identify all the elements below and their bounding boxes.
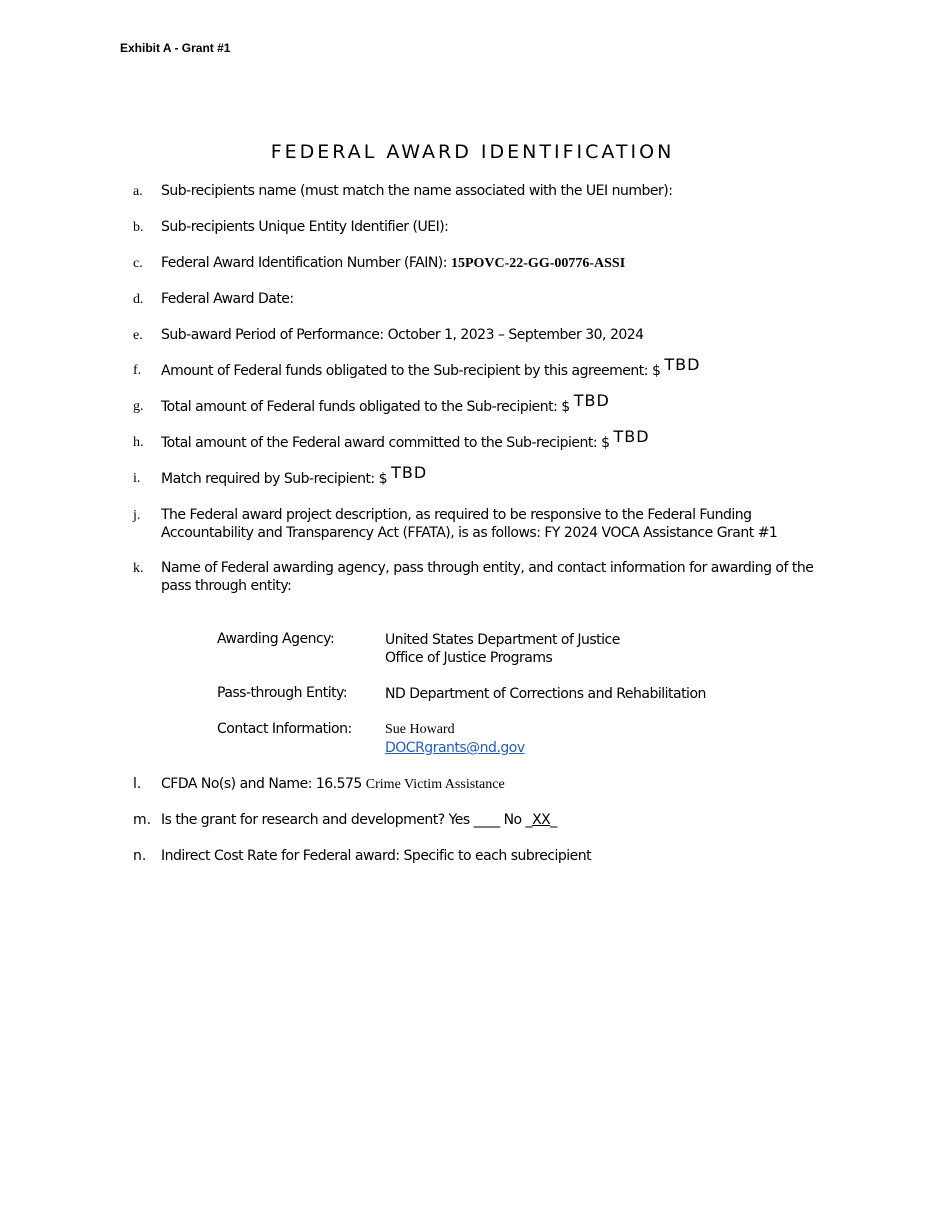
awarding-agency-line1: United States Department of Justice <box>385 632 620 648</box>
item-letter: j. <box>133 508 141 523</box>
item-text <box>161 427 833 452</box>
item-letter: f. <box>133 363 142 378</box>
awarding-agency-line2: Office of Justice Programs <box>385 650 553 666</box>
item-letter: h. <box>133 435 144 450</box>
awarding-agency-value <box>385 631 620 667</box>
item-letter: c. <box>133 256 143 271</box>
item-letter: n. <box>133 848 147 864</box>
contact-email-link[interactable]: DOCRgrants@nd.gov <box>385 740 525 756</box>
item-label: Match required by Sub-recipient: $ <box>161 471 388 487</box>
item-letter: e. <box>133 328 143 343</box>
awarding-agency-label: Awarding Agency: <box>217 631 335 647</box>
item-text <box>161 355 833 380</box>
rd-no-value: XX <box>532 812 551 828</box>
fain-value: 15POVC-22-GG-00776-ASSI <box>450 256 626 271</box>
tbd-value: TBD <box>664 355 701 374</box>
item-text <box>161 391 833 416</box>
item-letter: l. <box>133 776 142 792</box>
tbd-value: TBD <box>391 463 428 482</box>
item-letter: g. <box>133 399 144 414</box>
rd-suffix: _ <box>550 812 557 828</box>
fain-label: Federal Award Identification Number (FAIN): <box>161 255 451 271</box>
tbd-value: TBD <box>573 391 610 410</box>
item-letter: k. <box>133 561 144 576</box>
page-title: FEDERAL AWARD IDENTIFICATION <box>270 141 675 163</box>
cfda-label: CFDA No(s) and Name: 16.575 <box>161 776 366 792</box>
item-text: The Federal award project description, as required to be responsive to the Federal Funding Accountability and Transparency Act (FFATA), is as follows: FY 2024 VOCA Assistance Grant #1 <box>161 507 778 541</box>
contact-info-label: Contact Information: <box>217 721 352 737</box>
item-text: Sub-recipients name (must match the name associated with the UEI number): <box>161 183 673 199</box>
item-letter: b. <box>133 220 144 235</box>
item-letter: m. <box>133 812 152 828</box>
pass-through-label: Pass-through Entity: <box>217 685 348 701</box>
item-label: Total amount of Federal funds obligated to the Sub-recipient: $ <box>161 399 570 415</box>
item-letter: i. <box>133 471 141 486</box>
exhibit-header: Exhibit A - Grant #1 <box>120 41 231 55</box>
item-text <box>161 254 833 273</box>
item-label: Total amount of the Federal award committed to the Sub-recipient: $ <box>161 435 610 451</box>
item-text <box>161 463 833 488</box>
item-text: Name of Federal awarding agency, pass through entity, and contact information for awarding of the pass through entity: <box>161 560 814 594</box>
item-text <box>161 775 833 794</box>
item-letter: a. <box>133 184 143 199</box>
item-text: Sub-award Period of Performance: October 1, 2023 – September 30, 2024 <box>161 327 644 343</box>
item-text: Federal Award Date: <box>161 291 294 307</box>
contact-name: Sue Howard <box>385 722 455 737</box>
item-text: Indirect Cost Rate for Federal award: Specific to each subrecipient <box>161 848 592 864</box>
item-label: Amount of Federal funds obligated to the Sub-recipient by this agreement: $ <box>161 363 661 379</box>
tbd-value: TBD <box>613 427 650 446</box>
cfda-name: Crime Victim Assistance <box>365 777 505 792</box>
item-letter: d. <box>133 292 144 307</box>
item-text <box>161 811 833 829</box>
pass-through-value: ND Department of Corrections and Rehabilitation <box>385 686 706 702</box>
item-text: Sub-recipients Unique Entity Identifier (UEI): <box>161 219 449 235</box>
rd-question: Is the grant for research and development? Yes ____ No _ <box>161 812 533 828</box>
contact-info-value <box>385 721 525 757</box>
